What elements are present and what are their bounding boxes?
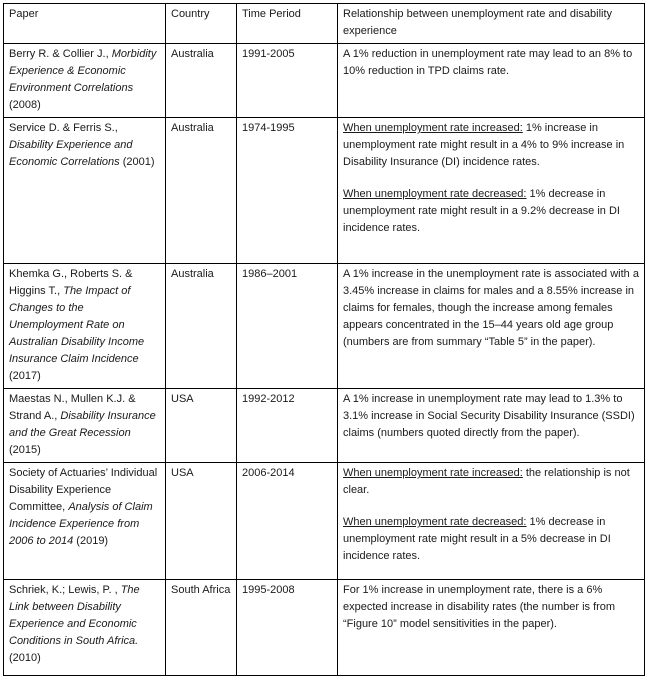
relationship-cell <box>338 463 645 580</box>
relationship-cell <box>338 580 645 676</box>
country-cell: Australia <box>166 264 237 389</box>
paper-authors: Berry R. & Collier J., <box>9 48 109 60</box>
table-row <box>4 580 645 676</box>
paper-title: The Link between Disability Experience and Economic Conditions in South Africa. <box>9 584 140 647</box>
paper-cell <box>4 44 166 118</box>
paper-title: Analysis of Claim Incidence Experience from 2006 to 2014 <box>9 501 153 547</box>
paper-cell <box>4 264 166 389</box>
paper-authors: Service D. & Ferris S., <box>9 122 118 134</box>
paper-authors: Society of Actuaries’ Individual Disability Experience Committee, <box>9 467 158 513</box>
relationship-cell <box>338 44 645 118</box>
paper-year: (2008) <box>9 99 41 111</box>
paper-cell <box>4 463 166 580</box>
paper-cell <box>4 118 166 264</box>
relationship-text: 1% decrease in unemployment rate might result in a 5% decrease in DI incidence rates. <box>343 516 611 562</box>
header-row <box>4 4 645 44</box>
header-time-period: Time Period <box>237 4 338 44</box>
paper-cell <box>4 580 166 676</box>
country-cell: Australia <box>166 44 237 118</box>
paper-cell <box>4 389 166 463</box>
relationship-paragraph <box>343 391 639 442</box>
header-relationship: Relationship between unemployment rate and disability experience <box>338 4 645 44</box>
paper-title: Morbidity Experience & Economic Environment Correlations <box>9 48 157 94</box>
paper-title: Disability Insurance and the Great Recession <box>9 410 156 439</box>
paper-year: (2010) <box>9 652 41 664</box>
paper-authors: Maestas N., Mullen K.J. & Strand A., <box>9 393 136 422</box>
studies-table <box>3 3 645 676</box>
relationship-condition: When unemployment rate increased: <box>343 122 523 134</box>
relationship-paragraph <box>343 582 639 633</box>
relationship-text: the relationship is not clear. <box>343 467 630 496</box>
relationship-text: 1% decrease in unemployment rate might result in a 9.2% decrease in DI incidence rates. <box>343 188 620 234</box>
relationship-condition: When unemployment rate decreased: <box>343 516 527 528</box>
relationship-text: For 1% increase in unemployment rate, there is a 6% expected increase in disability rates (the number is from “Figure 10” model sensitivities in the paper). <box>343 584 616 630</box>
paper-year: (2019) <box>76 535 109 547</box>
country-cell: South Africa <box>166 580 237 676</box>
paper-title: The Impact of Changes to the Unemployment Rate on Australian Disability Income Insurance Claim Incidence <box>9 285 145 365</box>
relationship-cell <box>338 264 645 389</box>
paper-authors: Schriek, K.; Lewis, P. , <box>9 584 118 596</box>
country-cell: Australia <box>166 118 237 264</box>
relationship-text: A 1% increase in unemployment rate may lead to 1.3% to 3.1% increase in Social Security Disability Insurance (SSDI) claims (numbers quoted directly from the paper). <box>343 393 635 439</box>
relationship-paragraph <box>343 120 639 171</box>
time-period-cell: 1974-1995 <box>237 118 338 264</box>
relationship-paragraph <box>343 46 639 80</box>
table-body <box>4 44 645 676</box>
table-row <box>4 463 645 580</box>
header-country: Country <box>166 4 237 44</box>
header-paper: Paper <box>4 4 166 44</box>
country-cell: USA <box>166 389 237 463</box>
relationship-text: A 1% reduction in unemployment rate may lead to an 8% to 10% reduction in TPD claims rate. <box>343 48 633 77</box>
table-row <box>4 118 645 264</box>
relationship-paragraph <box>343 465 639 499</box>
paper-year: (2015) <box>9 444 41 456</box>
relationship-cell <box>338 389 645 463</box>
paper-year: (2001) <box>122 156 155 168</box>
time-period-cell: 1995-2008 <box>237 580 338 676</box>
relationship-condition: When unemployment rate decreased: <box>343 188 527 200</box>
table-row <box>4 264 645 389</box>
paper-title: Disability Experience and Economic Correlations <box>9 139 133 168</box>
time-period-cell: 1992-2012 <box>237 389 338 463</box>
relationship-paragraph <box>343 266 639 351</box>
paper-authors: Khemka G., Roberts S. & Higgins T., <box>9 268 133 297</box>
relationship-text: 1% increase in unemployment rate might result in a 4% to 9% increase in Disability Insurance (DI) incidence rates. <box>343 122 625 168</box>
paper-year: (2017) <box>9 370 41 382</box>
table-row <box>4 389 645 463</box>
relationship-text: A 1% increase in the unemployment rate is associated with a 3.45% increase in claims for males and a 8.55% increase in claims for females, though the increase among females appears concentrated in the 15–44 years old age group (numbers are from summary “Table 5” in the paper). <box>343 268 639 348</box>
time-period-cell: 1991-2005 <box>237 44 338 118</box>
table-row <box>4 44 645 118</box>
relationship-paragraph <box>343 514 639 565</box>
time-period-cell: 1986–2001 <box>237 264 338 389</box>
relationship-paragraph <box>343 186 639 237</box>
time-period-cell: 2006-2014 <box>237 463 338 580</box>
relationship-condition: When unemployment rate increased: <box>343 467 523 479</box>
country-cell: USA <box>166 463 237 580</box>
relationship-cell <box>338 118 645 264</box>
